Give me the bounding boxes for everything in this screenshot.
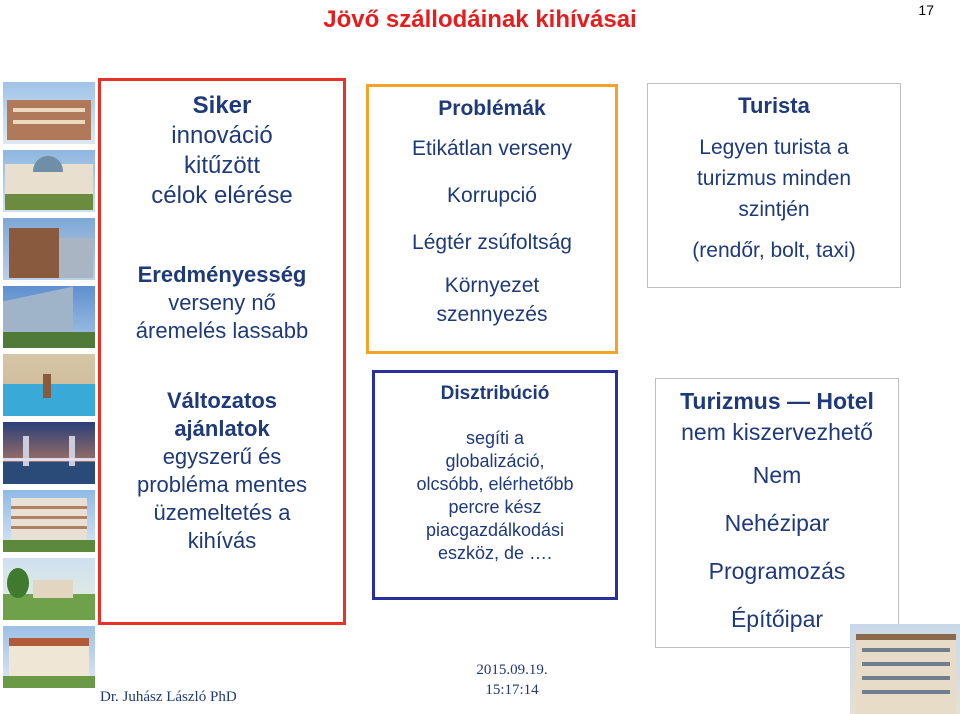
problem-item: Korrupció (447, 184, 537, 207)
problem-item: Etikátlan verseny (412, 137, 572, 160)
problems-box (366, 84, 618, 354)
tourism-hotel-subheading: nem kiszervezhető (681, 419, 873, 445)
park-photo (3, 558, 95, 620)
not-outsourceable-item: Építőipar (730, 606, 824, 632)
distribution-line: globalizáció, (445, 451, 545, 471)
success-line: kitűzött (183, 152, 261, 179)
tourist-line: Legyen turista a (699, 136, 849, 159)
varied-heading: ajánlatok (174, 416, 270, 441)
distribution-box (372, 370, 618, 600)
distribution-line: olcsóbb, elérhetőbb (416, 474, 574, 494)
hotel-photo-3 (3, 218, 95, 280)
slide-title: Jövő szállodáinak kihívásai (323, 6, 637, 33)
bridge-photo (3, 422, 95, 484)
distribution-heading: Disztribúció (440, 383, 550, 404)
success-line: innováció (171, 122, 273, 149)
efficiency-line: áremelés lassabb (135, 318, 309, 343)
hotel-photo-5 (3, 490, 95, 552)
efficiency-line: verseny nő (168, 290, 276, 315)
varied-line: egyszerű és (162, 444, 282, 469)
varied-line: kihívás (187, 528, 257, 553)
not-outsourceable-item: Programozás (708, 558, 846, 584)
problem-item: Környezet (444, 274, 540, 297)
distribution-line: piacgazdálkodási (425, 520, 565, 540)
success-box (98, 78, 346, 625)
tourist-note: (rendőr, bolt, taxi) (692, 239, 856, 262)
success-heading: Siker (192, 92, 252, 119)
tourist-box (647, 83, 901, 288)
page-number: 17 (918, 2, 934, 18)
manor-photo (3, 626, 95, 688)
varied-line: probléma mentes (137, 472, 307, 497)
problems-heading: Problémák (438, 97, 546, 120)
photo-strip (3, 82, 95, 694)
varied-line: üzemeltetés a (153, 500, 291, 525)
distribution-line: percre kész (448, 497, 542, 517)
hotel-photo-1 (3, 82, 95, 144)
not-outsourceable-item: Nem (752, 462, 802, 488)
pool-photo (3, 354, 95, 416)
author: Dr. Juhász László PhD (100, 689, 237, 705)
date: 2015.09.19. (476, 662, 548, 678)
success-line: célok elérése (151, 182, 293, 209)
city-hotel-photo (850, 624, 960, 714)
tourism-hotel-heading: Turizmus — Hotel (680, 388, 874, 414)
hotel-photo-2 (3, 150, 95, 212)
problem-item: Légtér zsúfoltság (412, 231, 572, 254)
time: 15:17:14 (485, 682, 539, 698)
tourist-line: szintjén (738, 198, 810, 221)
efficiency-heading: Eredményesség (137, 262, 307, 287)
timestamp (462, 660, 562, 700)
distribution-line: segíti a (465, 428, 525, 448)
tourism-hotel-box (655, 378, 899, 648)
problem-item: szennyezés (436, 303, 548, 326)
tourist-heading: Turista (738, 93, 810, 118)
hotel-photo-4 (3, 286, 95, 348)
tourist-line: turizmus minden (696, 167, 852, 190)
not-outsourceable-item: Nehézipar (724, 510, 830, 536)
distribution-line: eszköz, de …. (437, 543, 553, 563)
varied-heading: Változatos (166, 388, 278, 413)
